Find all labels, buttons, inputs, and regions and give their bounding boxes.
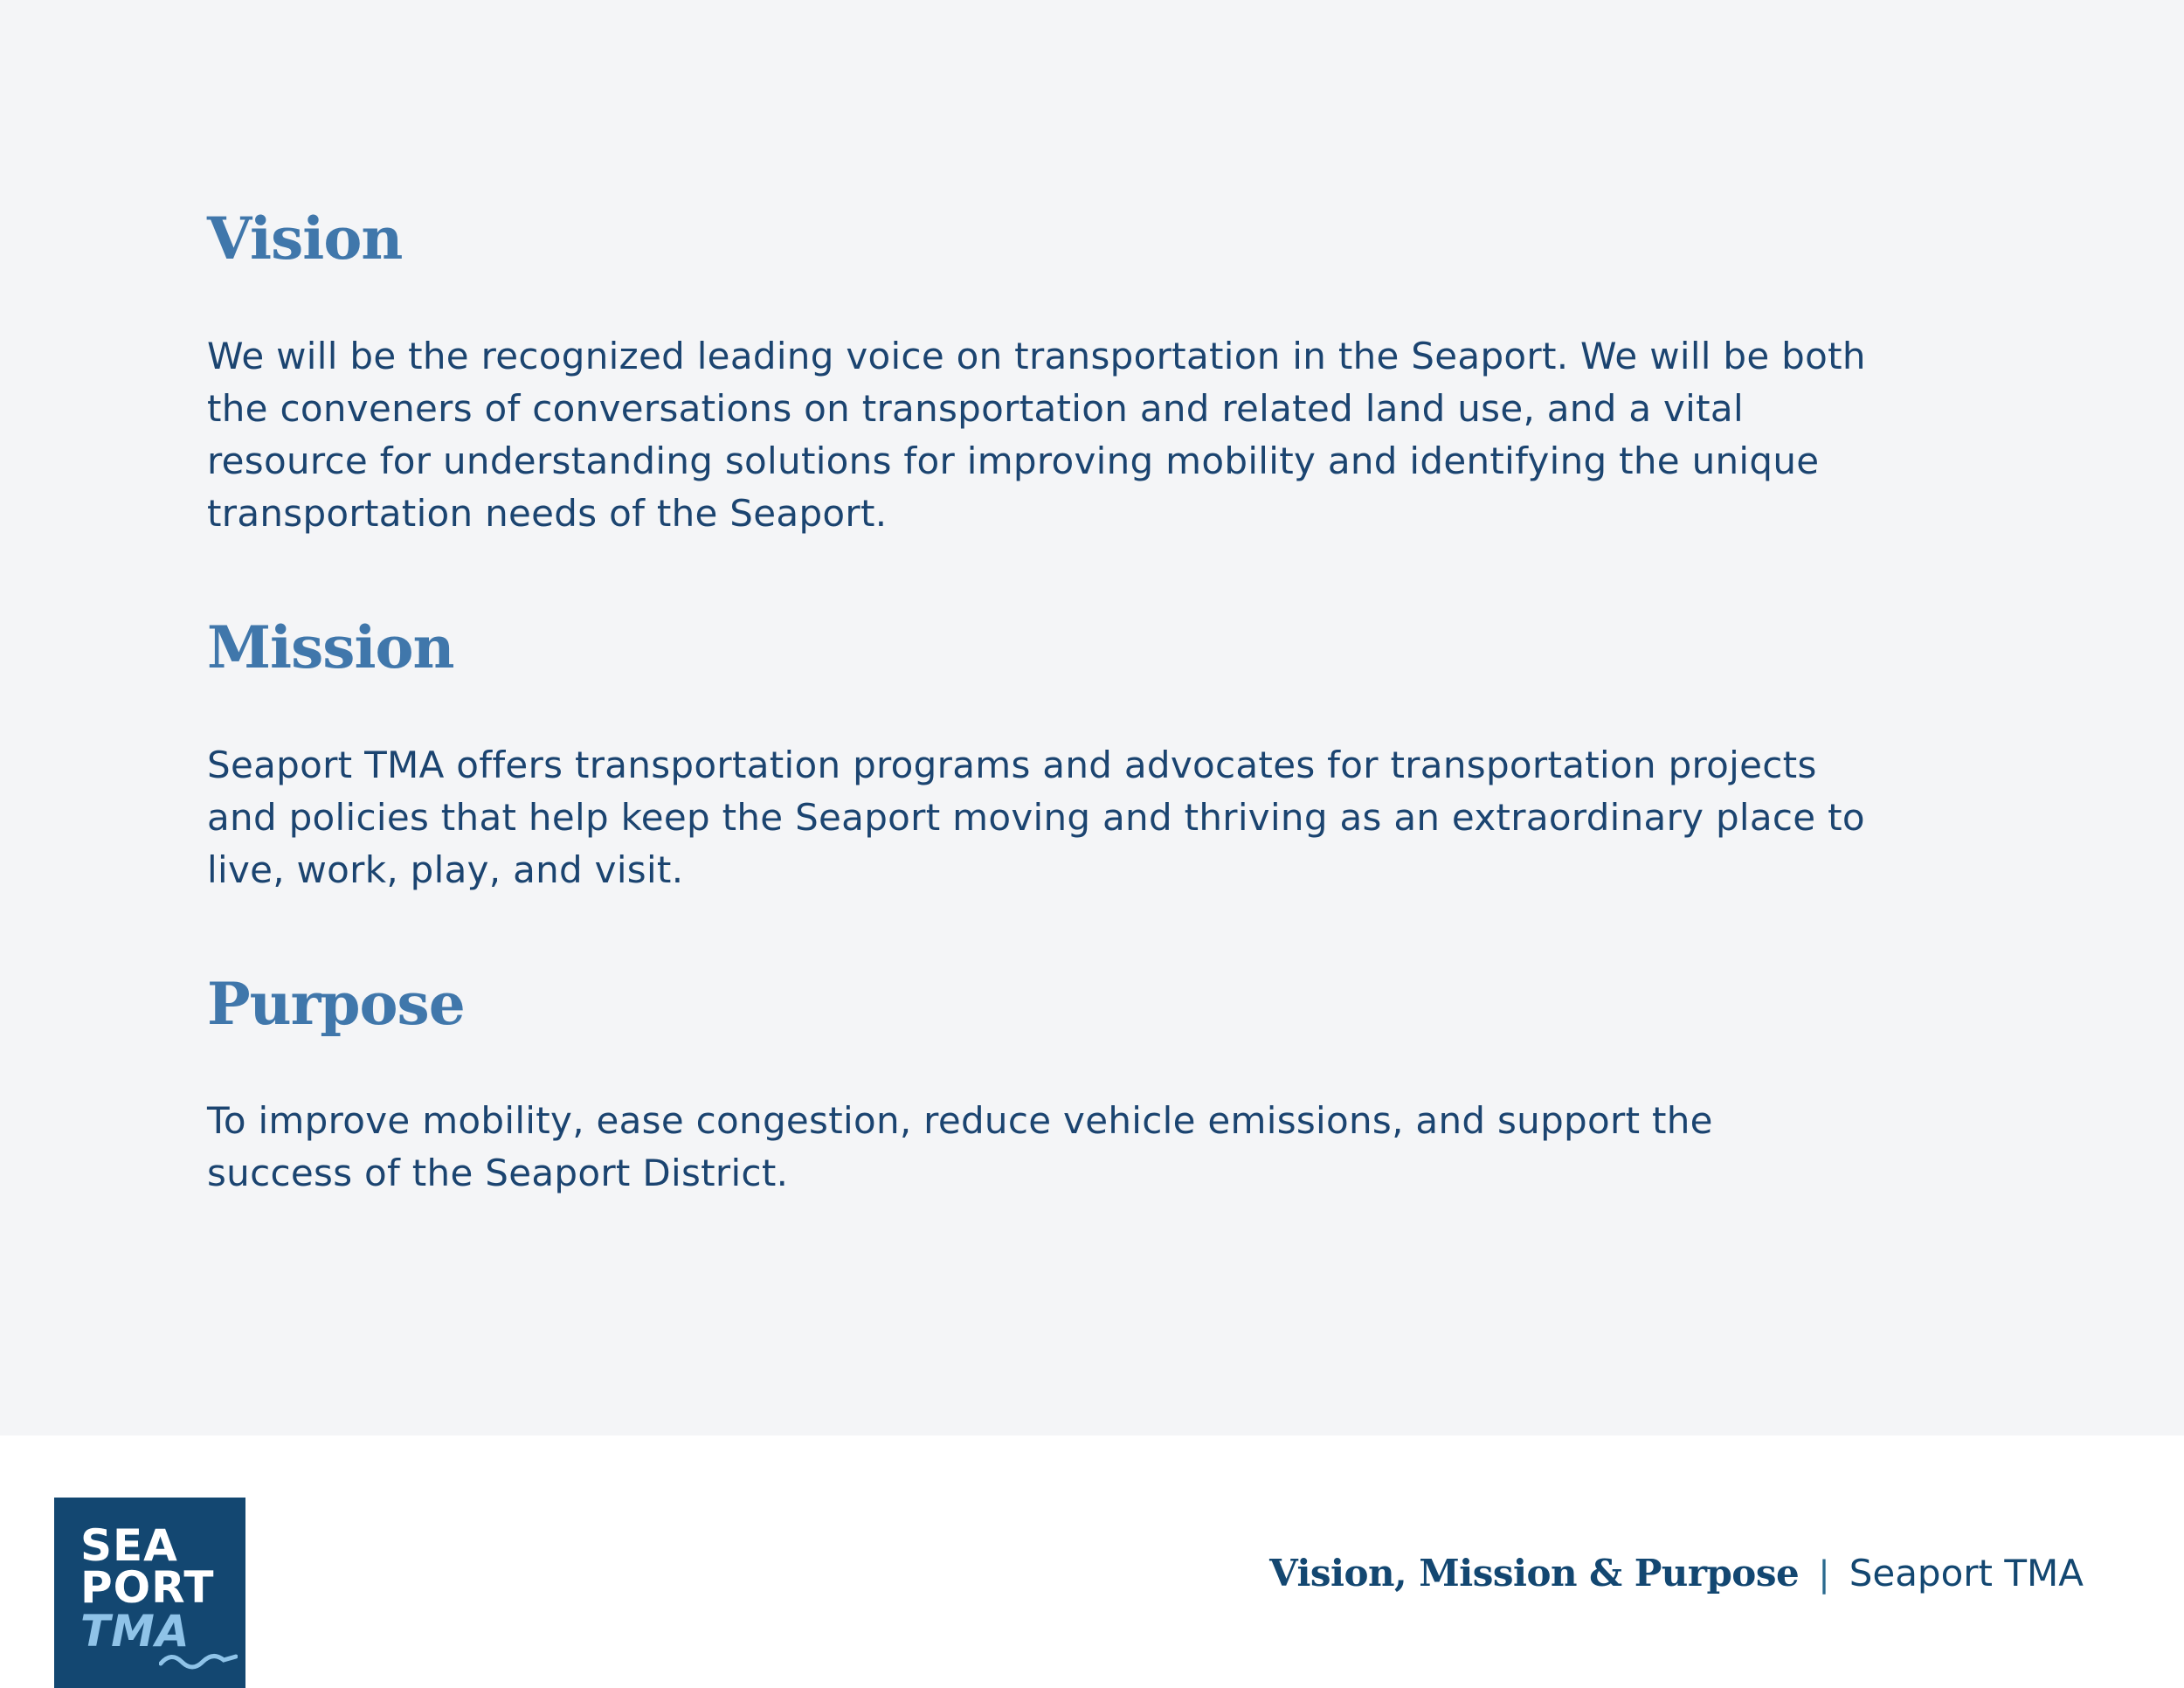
- logo-text-tma: TMA: [80, 1606, 190, 1657]
- vision-heading: Vision: [207, 204, 403, 273]
- mission-heading: Mission: [207, 613, 454, 681]
- footer-document-label: [1269, 1547, 2084, 1601]
- footer-document-title: Vision, Mission & Purpose: [1269, 1552, 1800, 1595]
- seaport-tma-logo: [54, 1498, 245, 1688]
- footer-organization: Seaport TMA: [1849, 1552, 2084, 1595]
- logo-text-sea: SEA: [80, 1520, 178, 1571]
- page-footer: [0, 1435, 2184, 1688]
- purpose-heading: Purpose: [207, 970, 465, 1038]
- purpose-body: To improve mobility, ease congestion, reduce vehicle emissions, and support the success of the Seaport District.: [207, 1099, 1713, 1194]
- wave-icon: [159, 1644, 238, 1671]
- footer-separator: |: [1818, 1554, 1830, 1595]
- mission-body: Seaport TMA offers transportation programs and advocates for transportation projects and policies that help keep the Seaport moving and thriving as an extraordinary place to live, work, play, and visit.: [207, 744, 1865, 891]
- vision-body: We will be the recognized leading voice on transportation in the Seaport. We will be both the conveners of conversations on transportation and related land use, and a vital resource for understanding solutions for improving mobility and identifying the unique transportation needs of the Seaport.: [207, 335, 1866, 535]
- logo-text-port: PORT: [80, 1562, 215, 1613]
